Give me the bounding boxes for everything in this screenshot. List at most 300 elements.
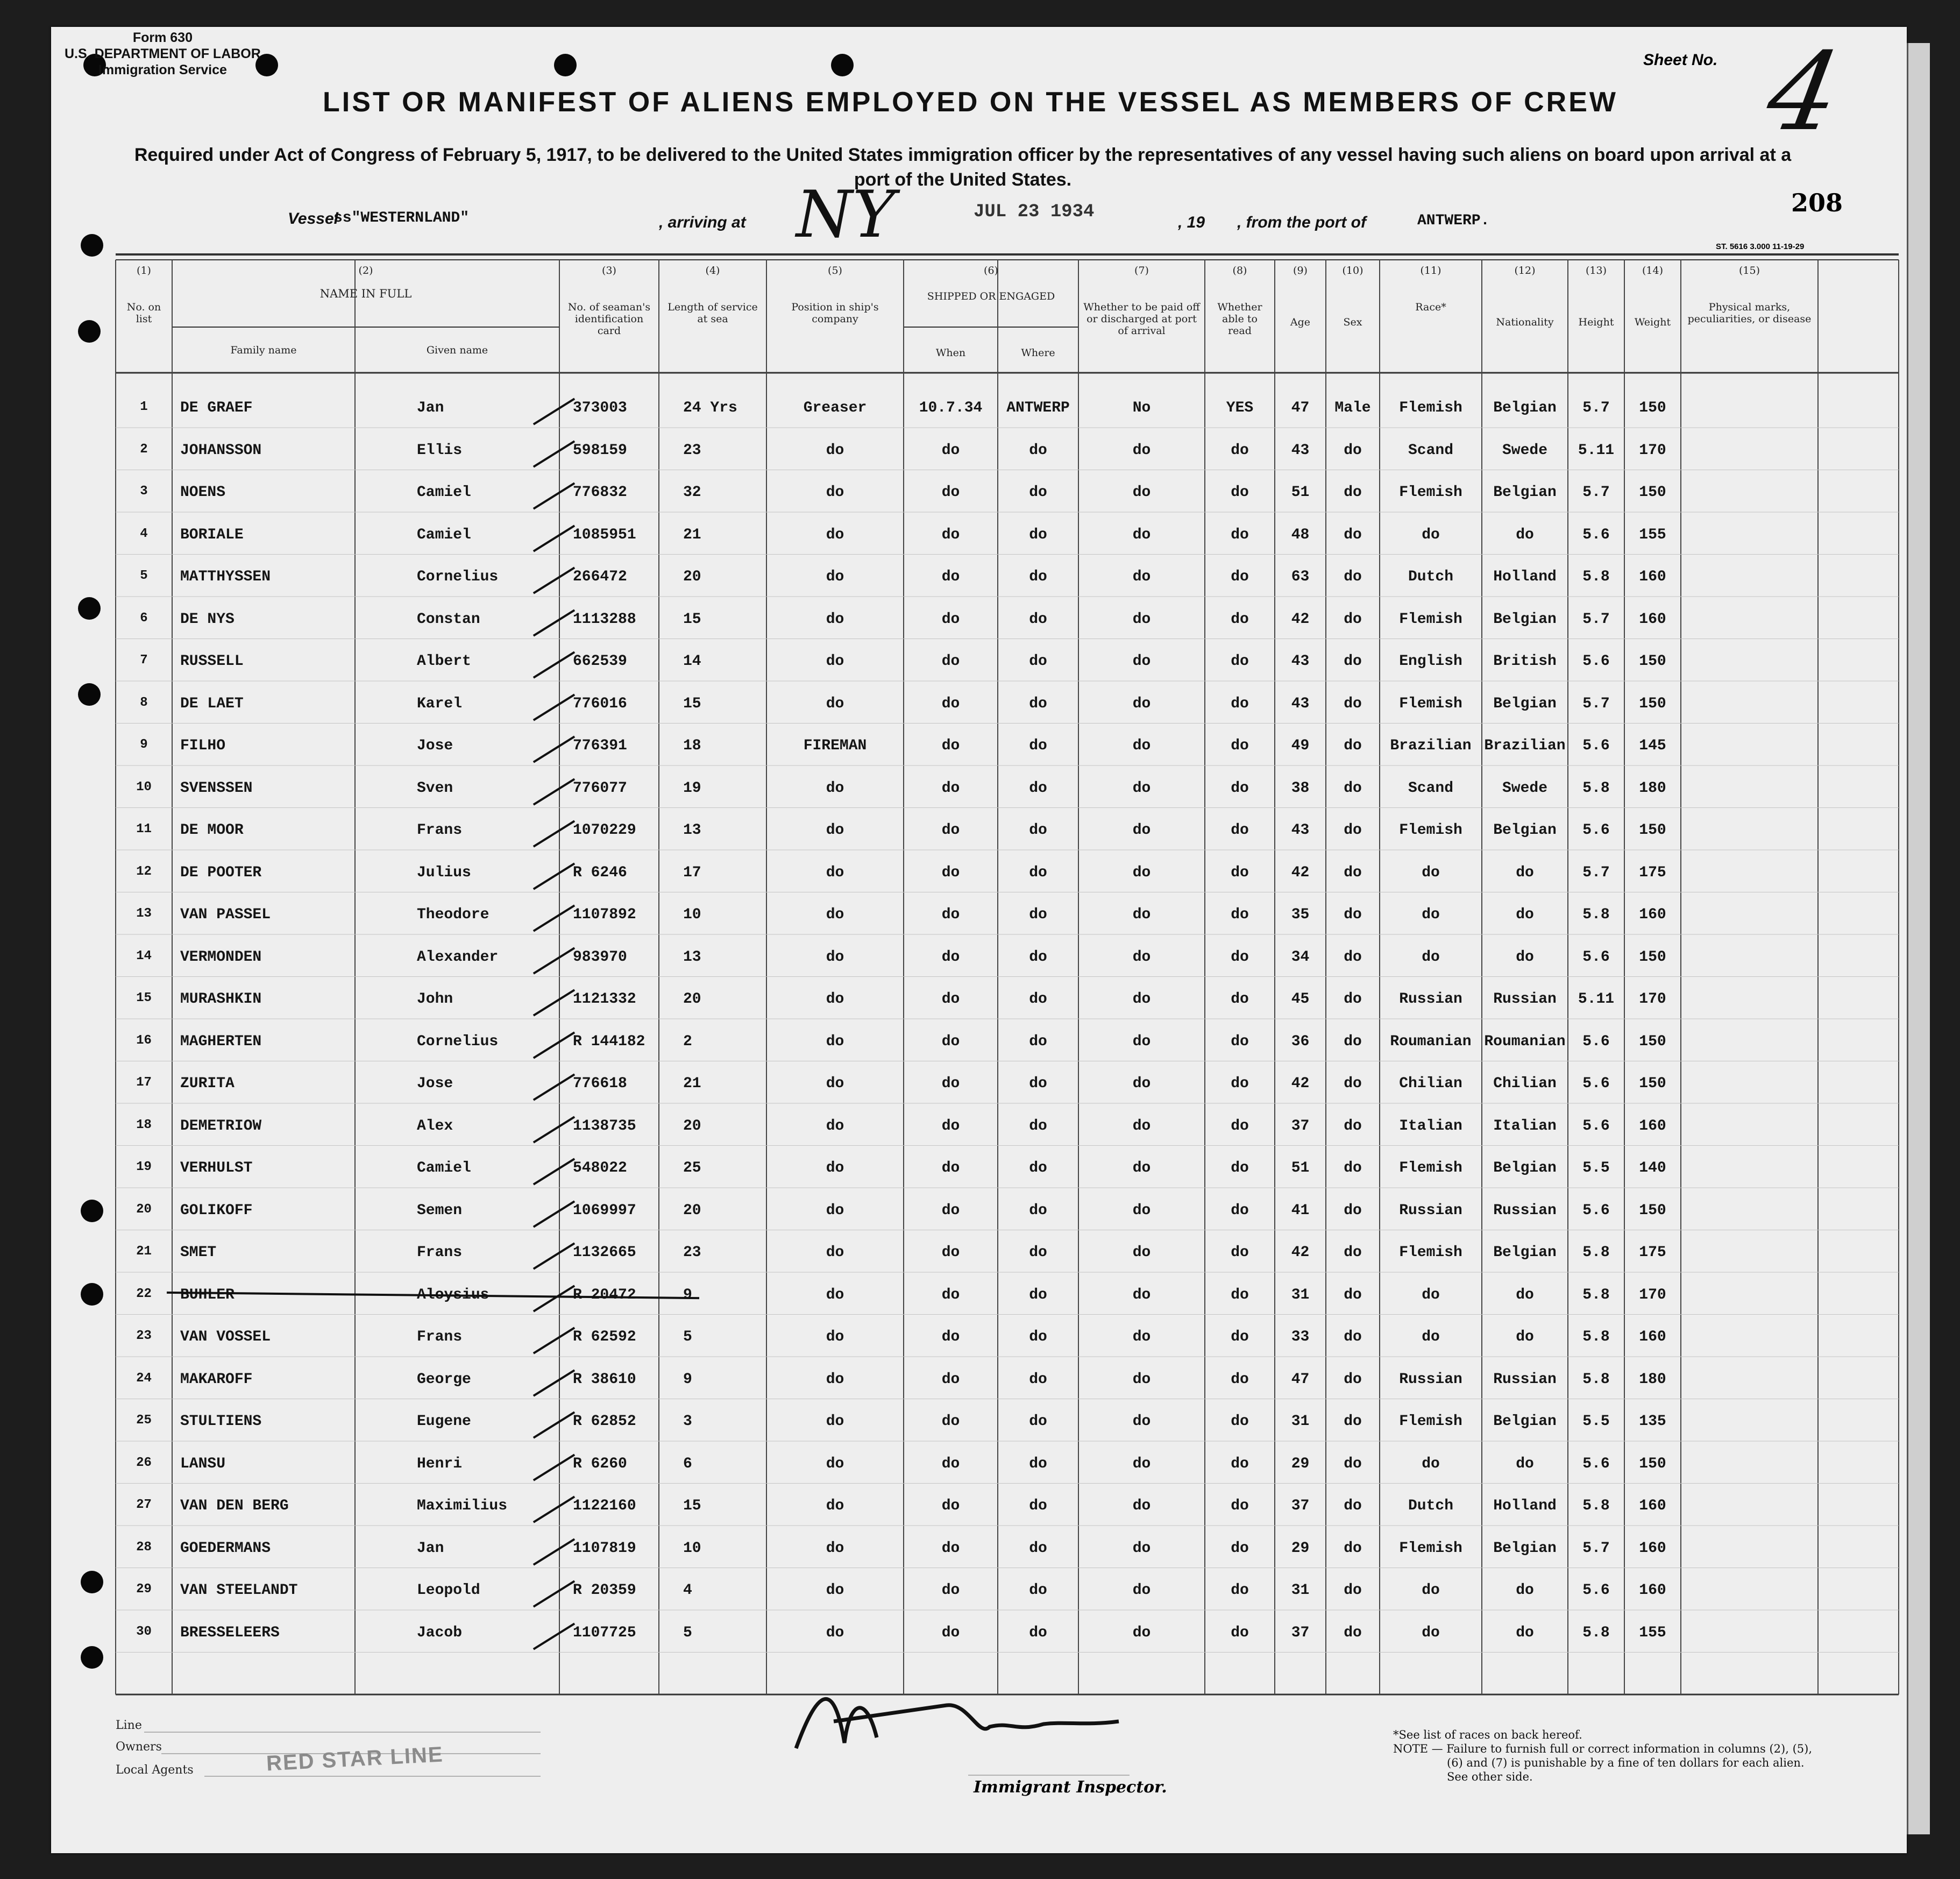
cell-given: Frans bbox=[417, 1244, 463, 1261]
cell-given: Eugene bbox=[417, 1413, 471, 1430]
cell-position: do bbox=[826, 822, 844, 839]
cell-family: SVENSSEN bbox=[180, 779, 253, 797]
cell-when: do bbox=[941, 484, 960, 501]
cell-n: 1 bbox=[140, 400, 148, 414]
cell-where: do bbox=[1029, 1582, 1047, 1599]
cell-nat: Belgian bbox=[1493, 484, 1557, 501]
cell-weight: 170 bbox=[1639, 1286, 1666, 1303]
cell-race: Flemish bbox=[1399, 1160, 1462, 1176]
cell-height: 5.11 bbox=[1578, 442, 1615, 459]
departure-port: ANTWERP. bbox=[1417, 212, 1490, 229]
column-header: When bbox=[935, 347, 966, 359]
cell-family: VAN DEN BERG bbox=[180, 1498, 289, 1514]
cell-n: 6 bbox=[140, 611, 148, 626]
cell-n: 29 bbox=[136, 1582, 152, 1597]
cell-age: 37 bbox=[1291, 1498, 1310, 1514]
cell-height: 5.8 bbox=[1582, 1371, 1610, 1388]
cell-read: do bbox=[1231, 1286, 1249, 1303]
cell-position: do bbox=[826, 695, 844, 712]
cell-card: 598159 bbox=[573, 442, 627, 459]
cell-race: Russian bbox=[1399, 1371, 1462, 1388]
cell-weight: 160 bbox=[1639, 611, 1666, 628]
cell-paid: do bbox=[1132, 1117, 1151, 1135]
cell-weight: 160 bbox=[1639, 1498, 1666, 1514]
cell-where: ANTWERP bbox=[1006, 400, 1070, 416]
cell-race: do bbox=[1422, 1455, 1440, 1472]
page-title: LIST OR MANIFEST OF ALIENS EMPLOYED ON THE VESSEL AS MEMBERS OF CREW bbox=[323, 87, 1618, 118]
column-header: (7) bbox=[1134, 265, 1149, 276]
cell-service: 17 bbox=[683, 864, 701, 881]
cell-weight: 180 bbox=[1639, 1371, 1666, 1388]
cell-age: 37 bbox=[1291, 1117, 1310, 1135]
cell-nat: Belgian bbox=[1493, 611, 1557, 628]
agent-stamp: RED STAR LINE bbox=[266, 1742, 444, 1776]
cell-age: 43 bbox=[1291, 442, 1310, 459]
cell-when: do bbox=[941, 1413, 960, 1430]
cell-family: JOHANSSON bbox=[180, 442, 262, 459]
cell-n: 17 bbox=[136, 1075, 152, 1090]
cell-service: 4 bbox=[683, 1582, 692, 1599]
cell-position: Greaser bbox=[803, 400, 867, 416]
cell-nat: Chilian bbox=[1493, 1075, 1557, 1092]
cell-where: do bbox=[1029, 1033, 1047, 1050]
cell-given: Frans bbox=[417, 1329, 463, 1345]
cell-when: do bbox=[941, 1244, 960, 1261]
cell-n: 22 bbox=[136, 1286, 152, 1301]
cell-nat: Belgian bbox=[1493, 1244, 1557, 1261]
cell-n: 11 bbox=[136, 822, 152, 836]
cell-given: Camiel bbox=[417, 1160, 471, 1176]
cell-weight: 155 bbox=[1639, 526, 1666, 543]
column-header: (13) bbox=[1585, 265, 1607, 276]
cell-when: do bbox=[941, 526, 960, 543]
cell-age: 43 bbox=[1291, 822, 1310, 839]
cell-race: Flemish bbox=[1399, 1540, 1462, 1557]
cell-weight: 150 bbox=[1639, 1033, 1666, 1050]
cell-given: Jan bbox=[417, 400, 444, 416]
cell-family: MAKAROFF bbox=[180, 1371, 253, 1388]
cell-paid: do bbox=[1132, 653, 1151, 670]
cell-when: 10.7.34 bbox=[919, 400, 983, 416]
cell-given: John bbox=[417, 991, 453, 1008]
column-header: Race* bbox=[1415, 301, 1446, 313]
cell-weight: 150 bbox=[1639, 653, 1666, 670]
cell-read: do bbox=[1231, 1117, 1249, 1135]
cell-race: Roumanian bbox=[1390, 1033, 1472, 1050]
cell-position: do bbox=[826, 1582, 844, 1599]
cell-sex: do bbox=[1344, 1160, 1362, 1176]
column-header: (9) bbox=[1293, 265, 1308, 276]
cell-height: 5.11 bbox=[1578, 991, 1615, 1008]
cell-sex: do bbox=[1344, 1371, 1362, 1388]
sheet-number: 4 bbox=[1758, 30, 1849, 155]
cell-card: 983970 bbox=[573, 948, 627, 966]
cell-paid: do bbox=[1132, 1455, 1151, 1472]
cell-age: 31 bbox=[1291, 1582, 1310, 1599]
column-header: (6) bbox=[984, 265, 998, 276]
cell-height: 5.7 bbox=[1582, 400, 1610, 416]
cell-position: do bbox=[826, 1371, 844, 1388]
cell-card: R 20472 bbox=[573, 1286, 636, 1303]
cell-paid: do bbox=[1132, 1329, 1151, 1345]
cell-nat: do bbox=[1516, 1624, 1534, 1641]
cell-where: do bbox=[1029, 1117, 1047, 1135]
column-header: (15) bbox=[1738, 265, 1760, 276]
cell-age: 31 bbox=[1291, 1286, 1310, 1303]
cell-race: do bbox=[1422, 1624, 1440, 1641]
cell-race: do bbox=[1422, 948, 1440, 966]
cell-nat: do bbox=[1516, 526, 1534, 543]
cell-weight: 180 bbox=[1639, 779, 1666, 797]
cell-race: Flemish bbox=[1399, 611, 1462, 628]
cell-given: Ellis bbox=[417, 442, 463, 459]
cell-family: BRESSELEERS bbox=[180, 1624, 280, 1641]
cell-nat: Roumanian bbox=[1484, 1033, 1566, 1050]
cell-read: do bbox=[1231, 695, 1249, 712]
cell-sex: do bbox=[1344, 1117, 1362, 1135]
cell-nat: British bbox=[1493, 653, 1557, 670]
cell-when: do bbox=[941, 1202, 960, 1219]
column-header: (10) bbox=[1342, 265, 1364, 276]
cell-when: do bbox=[941, 822, 960, 839]
cell-family: DE POOTER bbox=[180, 864, 262, 881]
cell-family: VAN PASSEL bbox=[180, 906, 271, 923]
cell-sex: do bbox=[1344, 653, 1362, 670]
cell-nat: do bbox=[1516, 906, 1534, 923]
cell-card: R 62852 bbox=[573, 1413, 636, 1430]
cell-where: do bbox=[1029, 991, 1047, 1008]
cell-card: 1070229 bbox=[573, 822, 636, 839]
cell-sex: do bbox=[1344, 991, 1362, 1008]
cell-read: do bbox=[1231, 1033, 1249, 1050]
column-header: (1) bbox=[137, 265, 151, 276]
cell-position: do bbox=[826, 864, 844, 881]
cell-sex: do bbox=[1344, 442, 1362, 459]
cell-when: do bbox=[941, 1329, 960, 1345]
cell-where: do bbox=[1029, 1244, 1047, 1261]
cell-paid: do bbox=[1132, 1244, 1151, 1261]
cell-when: do bbox=[941, 991, 960, 1008]
cell-card: 1107725 bbox=[573, 1624, 636, 1641]
cell-given: Semen bbox=[417, 1202, 463, 1219]
cell-where: do bbox=[1029, 1624, 1047, 1641]
cell-read: do bbox=[1231, 1244, 1249, 1261]
note-line-3: See other side. bbox=[1447, 1770, 1533, 1783]
cell-n: 7 bbox=[140, 653, 148, 668]
cell-service: 6 bbox=[683, 1455, 692, 1472]
column-header: NAME IN FULL bbox=[319, 287, 412, 300]
cell-nat: Russian bbox=[1493, 1202, 1557, 1219]
cell-nat: do bbox=[1516, 948, 1534, 966]
cell-race: do bbox=[1422, 864, 1440, 881]
cell-card: 662539 bbox=[573, 653, 627, 670]
cell-age: 42 bbox=[1291, 1075, 1310, 1092]
cell-card: 776077 bbox=[573, 779, 627, 797]
cell-age: 49 bbox=[1291, 738, 1310, 754]
cell-when: do bbox=[941, 1582, 960, 1599]
cell-family: ZURITA bbox=[180, 1075, 235, 1092]
cell-service: 20 bbox=[683, 991, 701, 1008]
cell-sex: do bbox=[1344, 1498, 1362, 1514]
cell-sex: do bbox=[1344, 1624, 1362, 1641]
cell-card: 1107892 bbox=[573, 906, 636, 923]
cell-height: 5.6 bbox=[1582, 653, 1610, 670]
cell-read: do bbox=[1231, 1582, 1249, 1599]
cell-where: do bbox=[1029, 1540, 1047, 1557]
cell-height: 5.8 bbox=[1582, 1286, 1610, 1303]
cell-card: 1122160 bbox=[573, 1498, 636, 1514]
cell-height: 5.8 bbox=[1582, 906, 1610, 923]
cell-race: Chilian bbox=[1399, 1075, 1462, 1092]
cell-service: 19 bbox=[683, 779, 701, 797]
cell-card: R 6260 bbox=[573, 1455, 627, 1472]
cell-weight: 150 bbox=[1639, 948, 1666, 966]
cell-paid: do bbox=[1132, 484, 1151, 501]
arriving-label: , arriving at bbox=[659, 214, 746, 231]
cell-position: do bbox=[826, 1498, 844, 1514]
cell-age: 43 bbox=[1291, 653, 1310, 670]
cell-sex: do bbox=[1344, 738, 1362, 754]
cell-family: NOENS bbox=[180, 484, 226, 501]
cell-where: do bbox=[1029, 1498, 1047, 1514]
cell-height: 5.6 bbox=[1582, 1075, 1610, 1092]
cell-nat: Belgian bbox=[1493, 822, 1557, 839]
cell-position: do bbox=[826, 948, 844, 966]
cell-when: do bbox=[941, 864, 960, 881]
column-header: (11) bbox=[1420, 265, 1441, 276]
cell-n: 2 bbox=[140, 442, 148, 457]
column-header: No. of seaman's identification card bbox=[567, 301, 651, 337]
cell-family: DE LAET bbox=[180, 695, 244, 712]
cell-position: do bbox=[826, 484, 844, 501]
column-header: Position in ship's company bbox=[791, 301, 879, 325]
cell-read: do bbox=[1231, 1329, 1249, 1345]
cell-n: 10 bbox=[136, 779, 152, 795]
cell-paid: do bbox=[1132, 1540, 1151, 1557]
cell-n: 8 bbox=[140, 695, 148, 710]
cell-where: do bbox=[1029, 569, 1047, 585]
cell-service: 5 bbox=[683, 1624, 692, 1641]
cell-read: do bbox=[1231, 1540, 1249, 1557]
cell-service: 9 bbox=[683, 1286, 692, 1303]
cell-card: R 144182 bbox=[573, 1033, 645, 1050]
cell-paid: do bbox=[1132, 822, 1151, 839]
cell-card: 776016 bbox=[573, 695, 627, 712]
cell-given: Julius bbox=[417, 864, 471, 881]
cell-paid: do bbox=[1132, 1498, 1151, 1514]
cell-height: 5.7 bbox=[1582, 611, 1610, 628]
year-label: , 19 bbox=[1178, 214, 1205, 231]
cell-when: do bbox=[941, 695, 960, 712]
cell-paid: do bbox=[1132, 1160, 1151, 1176]
cell-n: 4 bbox=[140, 526, 148, 541]
cell-height: 5.6 bbox=[1582, 1033, 1610, 1050]
cell-card: 1113288 bbox=[573, 611, 636, 628]
column-header: Where bbox=[1021, 347, 1055, 359]
print-code: ST. 5616 3.000 11-19-29 bbox=[1716, 242, 1805, 251]
cell-position: do bbox=[826, 779, 844, 797]
cell-given: Jan bbox=[417, 1540, 444, 1557]
cell-where: do bbox=[1029, 1160, 1047, 1176]
cell-sex: do bbox=[1344, 1329, 1362, 1345]
cell-paid: do bbox=[1132, 442, 1151, 459]
cell-given: Cornelius bbox=[417, 1033, 499, 1050]
column-header: No. on list bbox=[126, 301, 161, 325]
cell-sex: do bbox=[1344, 1413, 1362, 1430]
cell-nat: Italian bbox=[1493, 1117, 1557, 1135]
cell-nat: Belgian bbox=[1493, 1413, 1557, 1430]
cell-when: do bbox=[941, 569, 960, 585]
cell-when: do bbox=[941, 1371, 960, 1388]
cell-sex: do bbox=[1344, 569, 1362, 585]
column-header: Age bbox=[1290, 316, 1311, 328]
cell-read: do bbox=[1231, 906, 1249, 923]
cell-when: do bbox=[941, 906, 960, 923]
cell-service: 13 bbox=[683, 948, 701, 966]
cell-service: 18 bbox=[683, 738, 701, 754]
cell-age: 42 bbox=[1291, 1244, 1310, 1261]
cell-sex: do bbox=[1344, 1582, 1362, 1599]
cell-age: 42 bbox=[1291, 864, 1310, 881]
from-port-label: , from the port of bbox=[1237, 214, 1366, 231]
cell-sex: do bbox=[1344, 822, 1362, 839]
cell-paid: do bbox=[1132, 991, 1151, 1008]
cell-weight: 175 bbox=[1639, 1244, 1666, 1261]
cell-weight: 160 bbox=[1639, 1582, 1666, 1599]
cell-position: do bbox=[826, 1117, 844, 1135]
cell-when: do bbox=[941, 611, 960, 628]
cell-when: do bbox=[941, 1286, 960, 1303]
cell-age: 63 bbox=[1291, 569, 1310, 585]
cell-where: do bbox=[1029, 822, 1047, 839]
cell-read: do bbox=[1231, 738, 1249, 754]
cell-when: do bbox=[941, 442, 960, 459]
cell-race: Russian bbox=[1399, 991, 1462, 1008]
cell-race: Flemish bbox=[1399, 695, 1462, 712]
cell-position: do bbox=[826, 611, 844, 628]
cell-given: Maximilius bbox=[417, 1498, 508, 1514]
cell-position: do bbox=[826, 1413, 844, 1430]
cell-sex: do bbox=[1344, 864, 1362, 881]
column-header: Physical marks, peculiarities, or disease bbox=[1687, 301, 1812, 325]
cell-where: do bbox=[1029, 653, 1047, 670]
cell-race: Dutch bbox=[1408, 569, 1453, 585]
cell-given: Henri bbox=[417, 1455, 463, 1472]
cell-paid: do bbox=[1132, 779, 1151, 797]
arrival-port: NY bbox=[796, 178, 896, 252]
cell-position: do bbox=[826, 1075, 844, 1092]
cell-when: do bbox=[941, 1117, 960, 1135]
cell-race: do bbox=[1422, 526, 1440, 543]
cell-service: 23 bbox=[683, 1244, 701, 1261]
cell-sex: do bbox=[1344, 695, 1362, 712]
cell-card: 776832 bbox=[573, 484, 627, 501]
local-agents-label: Local Agents bbox=[116, 1763, 194, 1777]
cell-race: Scand bbox=[1408, 779, 1453, 797]
cell-weight: 150 bbox=[1639, 400, 1666, 416]
cell-when: do bbox=[941, 1455, 960, 1472]
cell-where: do bbox=[1029, 1075, 1047, 1092]
cell-sex: do bbox=[1344, 1202, 1362, 1219]
cell-age: 31 bbox=[1291, 1413, 1310, 1430]
column-header: Height bbox=[1578, 316, 1614, 328]
cell-n: 28 bbox=[136, 1540, 152, 1555]
note-line-2: (6) and (7) is punishable by a fine of ten dollars for each alien. bbox=[1447, 1756, 1805, 1769]
cell-sex: do bbox=[1344, 611, 1362, 628]
cell-age: 37 bbox=[1291, 1624, 1310, 1641]
vessel-label: Vessel bbox=[288, 210, 338, 228]
cell-read: do bbox=[1231, 822, 1249, 839]
cell-family: LANSU bbox=[180, 1455, 226, 1472]
cell-service: 2 bbox=[683, 1033, 692, 1050]
cell-family: DEMETRIOW bbox=[180, 1117, 262, 1135]
cell-weight: 140 bbox=[1639, 1160, 1666, 1176]
cell-where: do bbox=[1029, 779, 1047, 797]
cell-service: 21 bbox=[683, 1075, 701, 1092]
cell-service: 21 bbox=[683, 526, 701, 543]
cell-card: 548022 bbox=[573, 1160, 627, 1176]
column-header: Whether to be paid off or discharged at port of arrival bbox=[1083, 301, 1200, 337]
cell-race: do bbox=[1422, 906, 1440, 923]
cell-age: 47 bbox=[1291, 400, 1310, 416]
cell-n: 23 bbox=[136, 1329, 152, 1343]
cell-nat: Holland bbox=[1493, 569, 1557, 585]
cell-sex: do bbox=[1344, 1286, 1362, 1303]
column-header: Given name bbox=[426, 344, 488, 356]
cell-given: Karel bbox=[417, 695, 463, 712]
cell-card: 1138735 bbox=[573, 1117, 636, 1135]
cell-n: 27 bbox=[136, 1498, 152, 1512]
cell-n: 12 bbox=[136, 864, 152, 879]
cell-nat: Russian bbox=[1493, 1371, 1557, 1388]
cell-weight: 160 bbox=[1639, 1117, 1666, 1135]
cell-n: 5 bbox=[140, 569, 148, 583]
cell-service: 15 bbox=[683, 1498, 701, 1514]
sheet-label: Sheet No. bbox=[1643, 51, 1718, 69]
column-header: Sex bbox=[1343, 316, 1362, 328]
cell-read: do bbox=[1231, 1498, 1249, 1514]
cell-sex: do bbox=[1344, 779, 1362, 797]
cell-weight: 160 bbox=[1639, 569, 1666, 585]
cell-when: do bbox=[941, 1160, 960, 1176]
cell-height: 5.6 bbox=[1582, 1117, 1610, 1135]
cell-race: Scand bbox=[1408, 442, 1453, 459]
cell-paid: do bbox=[1132, 906, 1151, 923]
cell-paid: do bbox=[1132, 1202, 1151, 1219]
cell-paid: do bbox=[1132, 1033, 1151, 1050]
cell-read: do bbox=[1231, 1624, 1249, 1641]
cell-race: Flemish bbox=[1399, 400, 1462, 416]
cell-height: 5.6 bbox=[1582, 948, 1610, 966]
cell-paid: do bbox=[1132, 1624, 1151, 1641]
cell-position: do bbox=[826, 1244, 844, 1261]
cell-weight: 150 bbox=[1639, 1455, 1666, 1472]
cell-paid: do bbox=[1132, 1413, 1151, 1430]
cell-card: 266472 bbox=[573, 569, 627, 585]
cell-read: do bbox=[1231, 779, 1249, 797]
cell-race: Flemish bbox=[1399, 484, 1462, 501]
cell-service: 10 bbox=[683, 1540, 701, 1557]
cell-where: do bbox=[1029, 611, 1047, 628]
cell-n: 9 bbox=[140, 738, 148, 752]
cell-family: MURASHKIN bbox=[180, 991, 262, 1008]
cell-read: do bbox=[1231, 1202, 1249, 1219]
cell-height: 5.8 bbox=[1582, 1329, 1610, 1345]
column-header: (2) bbox=[358, 265, 373, 276]
cell-nat: Swede bbox=[1502, 779, 1547, 797]
cell-given: Constan bbox=[417, 611, 480, 628]
cell-height: 5.6 bbox=[1582, 822, 1610, 839]
